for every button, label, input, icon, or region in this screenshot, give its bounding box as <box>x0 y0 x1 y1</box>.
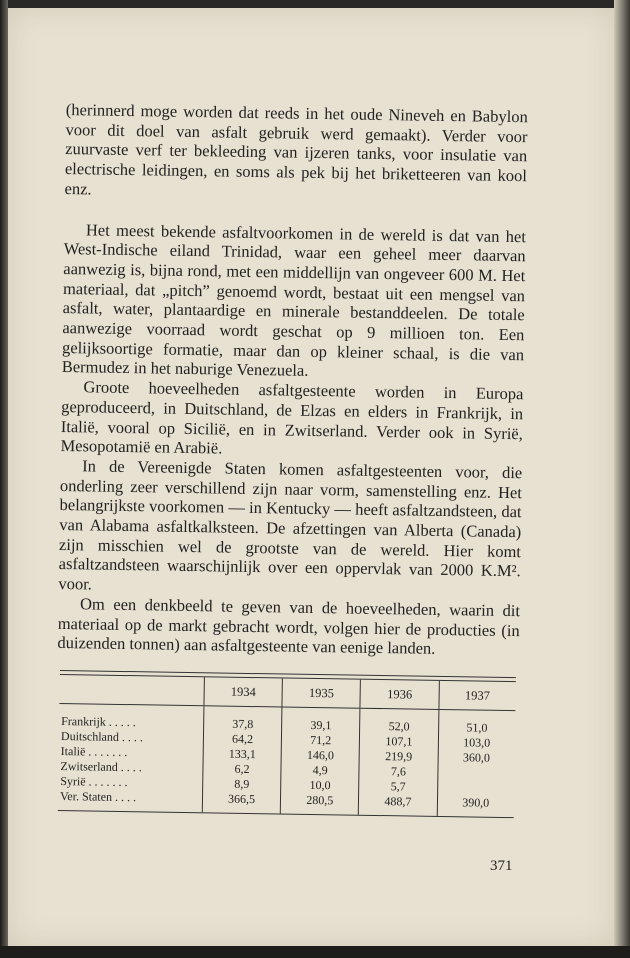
column-1934 <box>202 706 282 814</box>
value-cell: 37,8 <box>232 716 254 732</box>
value-cell: 5,7 <box>390 779 406 794</box>
paragraph: Groote hoeveelheden asfaltgesteente worden in Europa geproduceerd, in Duitschland, de Elzas en elders in Frankrijk, in Italië, vooral op Sicilië, en in Zwitserland. Verder ook in Syrië, Mesopotamië en Arabië. <box>60 377 524 458</box>
value-cell: 280,5 <box>306 792 334 808</box>
country-column <box>58 703 204 812</box>
column-1936 <box>359 708 439 816</box>
production-table <box>58 670 516 818</box>
value-cell: 133,1 <box>228 746 256 762</box>
value-cell: 39,1 <box>310 717 332 733</box>
year-header: 1937 <box>438 681 515 711</box>
year-header: 1935 <box>282 678 361 708</box>
value-cell: 360,0 <box>462 750 491 765</box>
paragraph: (herinnerd moge worden dat reeds in het oude Nineveh en Babylon voor dit doel van asfalt gebruik werd gemaakt). Verder voor zuurvaste verf ter bekleeding van ijzeren tanks, voor insulatie van electrische leidingen, en soms als pek bij het briketteeren van kool enz. <box>64 100 528 199</box>
value-cell <box>439 780 514 796</box>
table-corner-cell <box>59 675 204 706</box>
country-name: Syrië . . . . . . . <box>60 774 128 790</box>
value-cell: 107,1 <box>385 734 413 749</box>
page-number: 371 <box>490 858 513 874</box>
value-cell: 6,2 <box>234 761 250 776</box>
value-cell: 64,2 <box>231 731 254 747</box>
year-header: 1936 <box>360 680 439 710</box>
page-right-edge <box>614 0 630 958</box>
value-cell: 8,9 <box>234 776 250 791</box>
value-cell: 71,2 <box>310 732 332 748</box>
country-name: Frankrijk . . . . . <box>61 714 136 730</box>
value-cell <box>439 765 514 781</box>
year-header: 1934 <box>204 677 283 707</box>
value-cell: 488,7 <box>384 794 412 809</box>
country-name: Ver. Staten . . . . <box>59 789 137 805</box>
body-text <box>57 100 528 660</box>
value-cell: 103,0 <box>463 735 491 750</box>
table-body-row <box>58 703 516 817</box>
value-cell: 51,0 <box>466 720 488 735</box>
column-1935 <box>280 707 360 815</box>
country-name: Zwitserland . . . . <box>60 759 142 775</box>
paragraph: Het meest bekende asfaltvoorkomen in de wereld is dat van het West-Indische eiland Trinidad, waar een geheel meer daarvan aanwezig is, bijna rond, met een middellijn van ongeveer 600 M. Het materiaal, dat „pitch” genoemd wordt, bestaat uit een mengsel van asfalt, water, plantaardige en minerale bestanddeelen. De totale aanwezige voorraad wordt geschat op 9 millioen ton. Een gelijksoortige formatie, maar dan op kleiner schaal, is die van Bermudez in het naburige Venezuela. <box>61 219 527 381</box>
paragraph: In de Vereenigde Staten komen asfaltgesteenten voor, die onderling zeer verschillend zijn naar vorm, samenstelling enz. Het belangrijkste voorkomen — in Kentucky — heeft asfaltzandsteen, dat van Alabama asfaltkalksteen. De afzettingen van Alberta (Canada) zijn misschien wel de grootste van de wereld. Hier komt asfaltzandsteen waarschijnlijk over een oppervlak van 2000 K.M². voor. <box>58 456 523 594</box>
book-spine-edge <box>0 0 8 958</box>
value-cell: 52,0 <box>388 719 410 734</box>
value-cell: 4,9 <box>312 762 328 778</box>
column-1937 <box>437 709 516 817</box>
value-cell: 219,9 <box>385 749 413 764</box>
value-cell: 7,6 <box>390 764 407 779</box>
page-bottom-edge <box>0 946 630 958</box>
country-name: Duitschland . . . . <box>60 729 144 745</box>
value-cell: 146,0 <box>306 747 335 763</box>
value-cell: 366,5 <box>227 791 256 807</box>
country-name: Italië . . . . . . . <box>60 744 128 760</box>
paragraph: Om een denkbeeld te geven van de hoeveelheden, waarin dit materiaal op de markt gebracht wordt, volgen hier de producties (in duizenden tonnen) aan asfaltgesteente van eenige landen. <box>57 594 521 659</box>
value-cell: 390,0 <box>462 795 490 810</box>
value-cell: 10,0 <box>309 777 331 793</box>
